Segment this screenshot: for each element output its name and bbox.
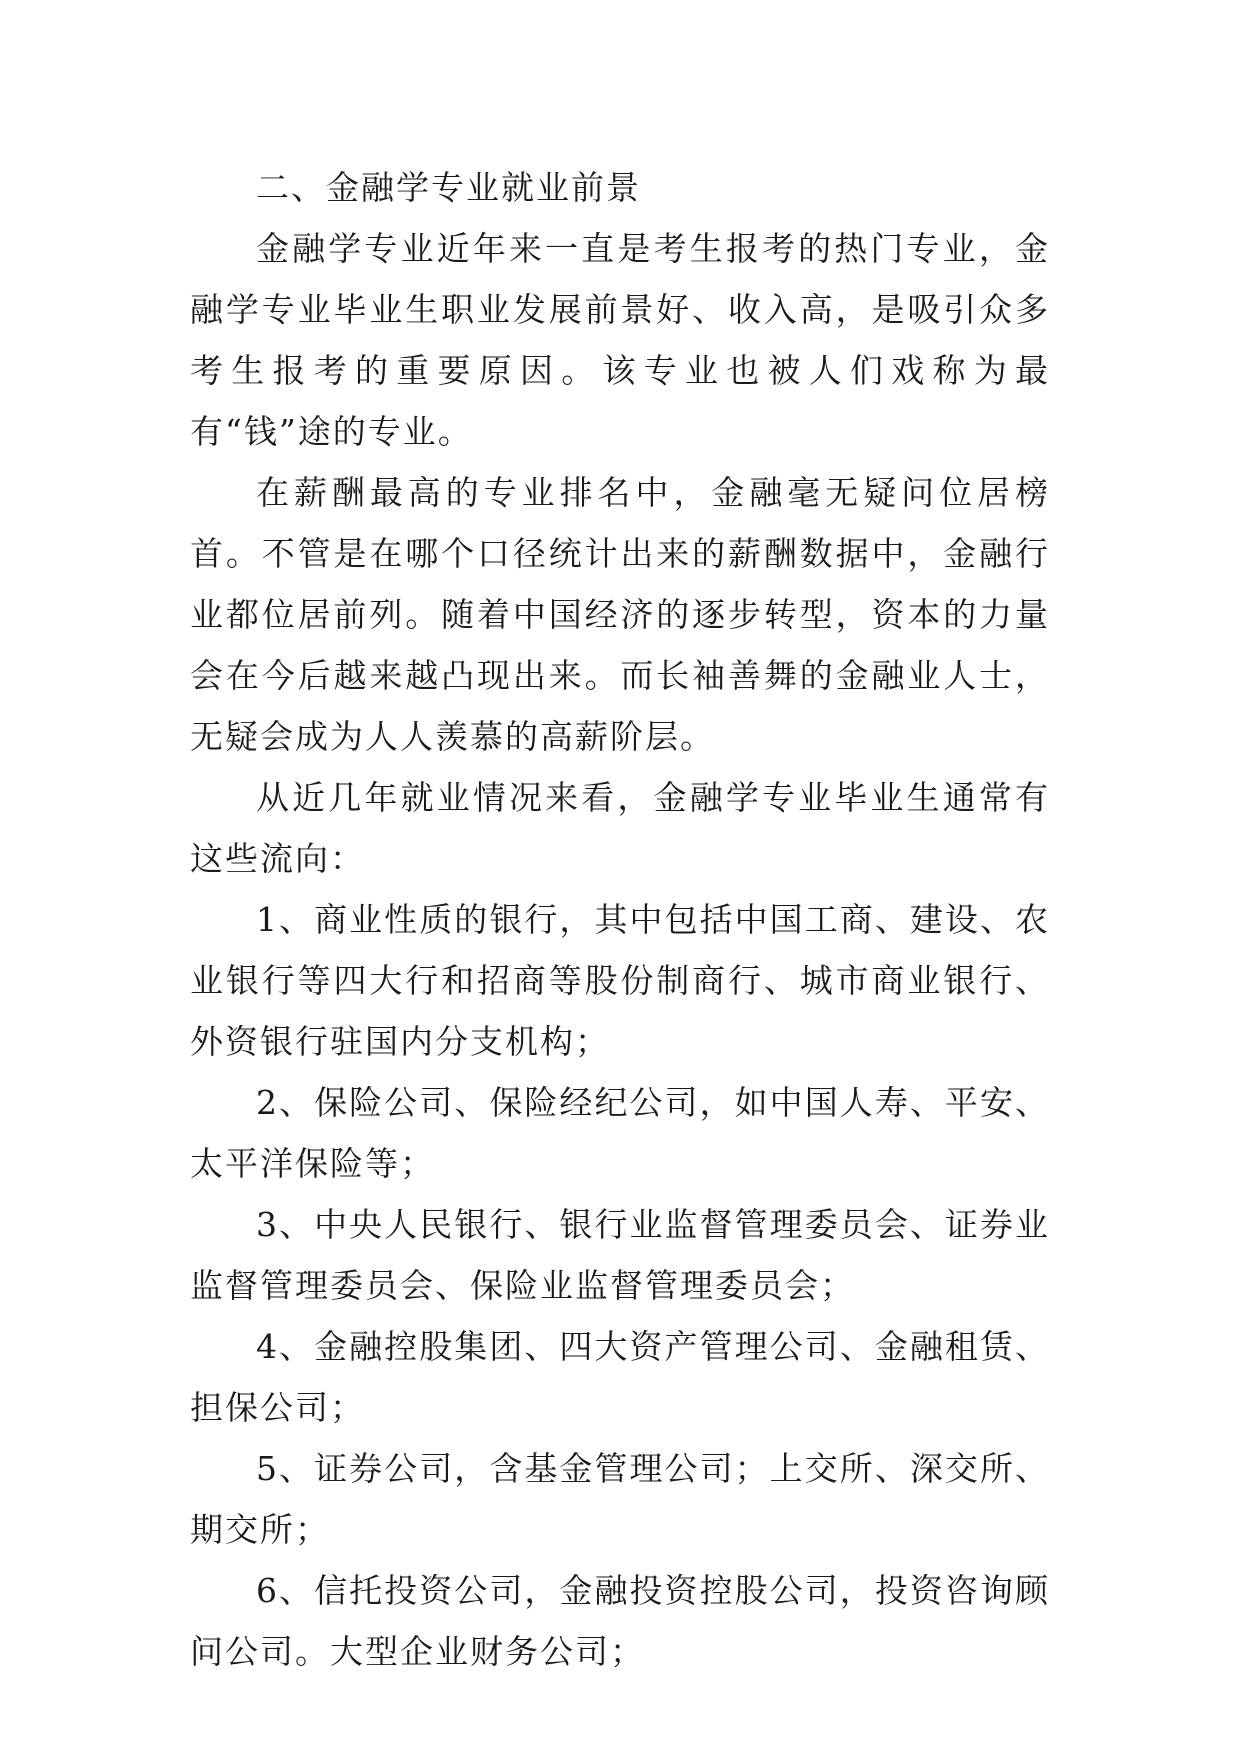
paragraph-salary: 在薪酬最高的专业排名中，金融毫无疑问位居榜首。不管是在哪个口径统计出来的薪酬数据中，金融行业都位居前列。随着中国经济的逐步转型，资本的力量会在今后越来越凸现出来。而长袖善舞的金融业人士，无疑会成为人人羡慕的高薪阶层。 [190, 473, 1050, 756]
section-heading: 二、金融学专业就业前景 [256, 168, 641, 207]
list-item-1: 1、商业性质的银行，其中包括中国工商、建设、农业银行等四大行和招商等股份制商行、城市商业银行、外资银行驻国内分支机构； [190, 900, 1050, 1061]
list-item-3: 3、中央人民银行、银行业监督管理委员会、证券业监督管理委员会、保险业监督管理委员会； [190, 1205, 1050, 1305]
document-body [190, 157, 1050, 1682]
list-item-4: 4、金融控股集团、四大资产管理公司、金融租赁、担保公司； [190, 1327, 1050, 1427]
list-item-5: 5、证券公司，含基金管理公司；上交所、深交所、期交所； [190, 1449, 1050, 1549]
list-item-2: 2、保险公司、保险经纪公司，如中国人寿、平安、太平洋保险等； [190, 1083, 1050, 1183]
paragraph-career-paths: 从近几年就业情况来看，金融学专业毕业生通常有这些流向： [190, 778, 1050, 878]
paragraph-intro: 金融学专业近年来一直是考生报考的热门专业，金融学专业毕业生职业发展前景好、收入高，是吸引众多考生报考的重要原因。该专业也被人们戏称为最有“钱”途的专业。 [190, 229, 1050, 451]
list-item-6: 6、信托投资公司，金融投资控股公司，投资咨询顾问公司。大型企业财务公司； [190, 1571, 1050, 1671]
